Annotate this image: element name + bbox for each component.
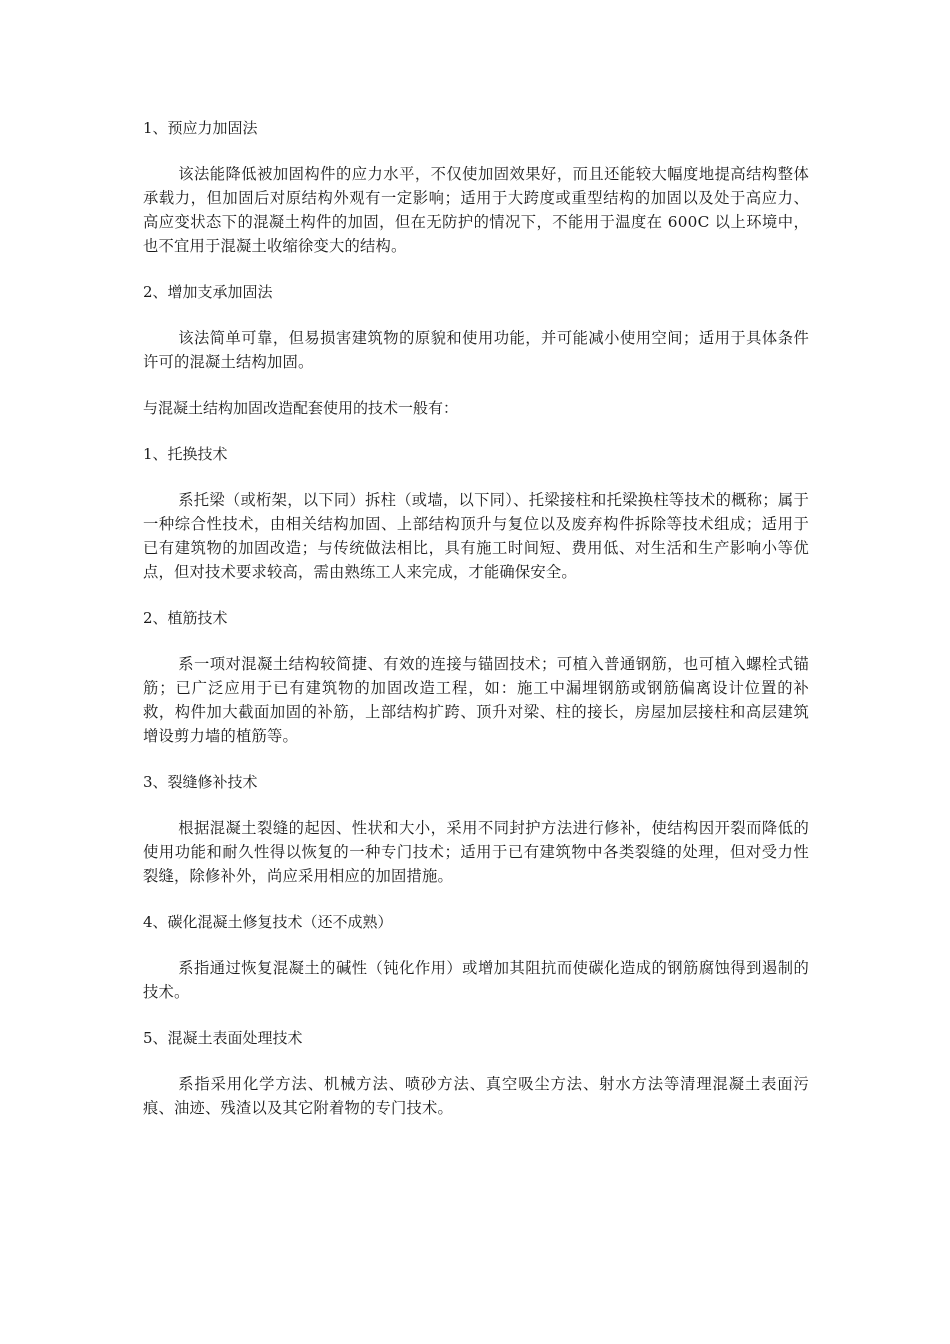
section-heading-rebar-planting: 2、植筋技术 [143,609,228,627]
paragraph-prestress: 该法能降低被加固构件的应力水平，不仅使加固效果好，而且还能较大幅度地提高结构整体承载力，但加固后对原结构外观有一定影响；适用于大跨度或重型结构的加固以及处于高应力、高应变状态下的混凝土构件的加固，但在无防护的情况下，不能用于温度在 600C 以上环境中，也不宜用于混凝土收缩徐变大的结构。 [143,165,809,255]
section-heading-prestress: 1、预应力加固法 [143,119,258,137]
section-heading-underpinning: 1、托换技术 [143,445,228,463]
section-heading-surface-treatment: 5、混凝土表面处理技术 [143,1029,303,1047]
document-page [143,116,809,1142]
paragraph-carbonation: 系指通过恢复混凝土的碱性（钝化作用）或增加其阻抗而使碳化造成的钢筋腐蚀得到遏制的技术。 [143,959,809,1001]
lead-sentence: 与混凝土结构加固改造配套使用的技术一般有： [143,399,459,417]
paragraph-underpinning: 系托梁（或桁架，以下同）拆柱（或墙，以下同）、托梁接柱和托梁换柱等技术的概称；属于一种综合性技术，由相关结构加固、上部结构顶升与复位以及废弃构件拆除等技术组成；适用于已有建筑物的加固改造；与传统做法相比，具有施工时间短、费用低、对生活和生产影响小等优点，但对技术要求较高，需由熟练工人来完成，才能确保安全。 [143,491,809,581]
paragraph-crack-repair: 根据混凝土裂缝的起因、性状和大小，采用不同封护方法进行修补，使结构因开裂而降低的使用功能和耐久性得以恢复的一种专门技术；适用于已有建筑物中各类裂缝的处理，但对受力性裂缝，除修补外，尚应采用相应的加固措施。 [143,819,809,885]
paragraph-rebar-planting: 系一项对混凝土结构较简捷、有效的连接与锚固技术；可植入普通钢筋，也可植入螺栓式锚筋；已广泛应用于已有建筑物的加固改造工程，如：施工中漏埋钢筋或钢筋偏离设计位置的补救，构件加大截面加固的补筋，上部结构扩跨、顶升对梁、柱的接长，房屋加层接柱和高层建筑增设剪力墙的植筋等。 [143,655,809,745]
paragraph-support: 该法简单可靠，但易损害建筑物的原貌和使用功能，并可能减小使用空间；适用于具体条件许可的混凝土结构加固。 [143,329,809,371]
paragraph-surface-treatment: 系指采用化学方法、机械方法、喷砂方法、真空吸尘方法、射水方法等清理混凝土表面污痕、油迹、残渣以及其它附着物的专门技术。 [143,1075,809,1117]
section-heading-support: 2、增加支承加固法 [143,283,273,301]
section-heading-crack-repair: 3、裂缝修补技术 [143,773,258,791]
section-heading-carbonation: 4、碳化混凝土修复技术（还不成熟） [143,913,393,931]
